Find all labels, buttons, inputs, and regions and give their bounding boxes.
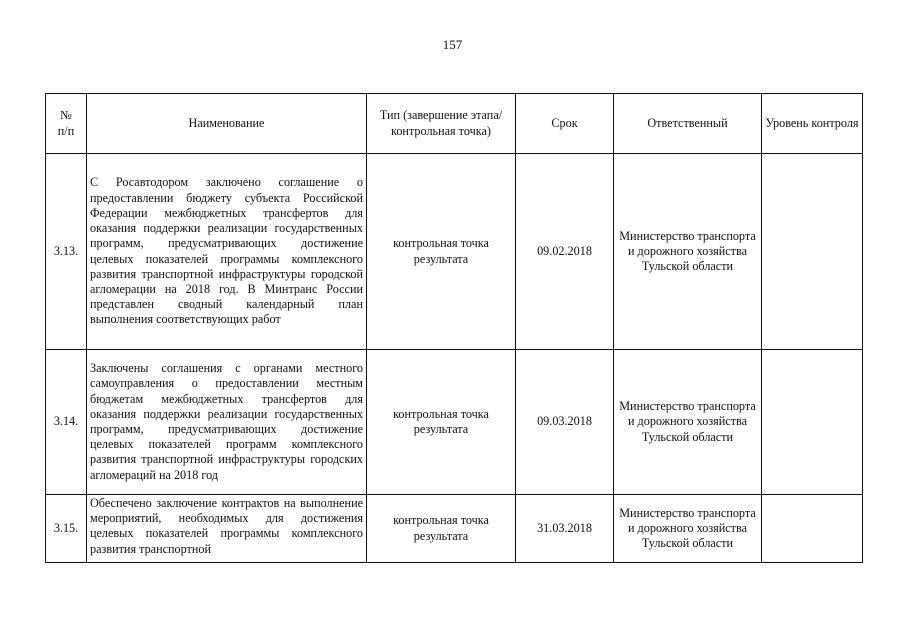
- row-type: контрольная точка результата: [367, 350, 516, 495]
- row-num: 3.14.: [46, 350, 87, 495]
- row-term: 09.02.2018: [516, 154, 614, 350]
- row-term: 31.03.2018: [516, 495, 614, 563]
- row-name: С Росавтодором заключено соглашение о предоставлении бюджету субъекта Российской Федерации межбюджетных трансфертов для оказания поддержки реализации государственных программ, предусматривающих достижение целевых показателей программы комплексного развития транспортной инфраструктуры городской агломерации на 2018 год. В Минтранс России представлен сводный календарный план выполнения соответствующих работ: [87, 154, 367, 350]
- header-name: Наименование: [87, 94, 367, 154]
- row-name: Заключены соглашения с органами местного самоуправления о предоставлении местным бюджетам межбюджетных трансфертов для оказания поддержки реализации государственных программ, предусматривающих достижение целевых показателей программ комплексного развития транспортной инфраструктуры городских агломераций на 2018 год: [87, 350, 367, 495]
- table-row: [46, 154, 863, 350]
- row-term: 09.03.2018: [516, 350, 614, 495]
- header-level: Уровень контроля: [762, 94, 863, 154]
- row-num: 3.15.: [46, 495, 87, 563]
- row-type: контрольная точка результата: [367, 154, 516, 350]
- row-name: Обеспечено заключение контрактов на выполнение мероприятий, необходимых для достижения целевых показателей программы комплексного развития транспортной: [87, 495, 367, 563]
- table-row: [46, 350, 863, 495]
- control-points-table: [45, 93, 863, 563]
- header-term: Срок: [516, 94, 614, 154]
- row-responsible: Министерство транспорта и дорожного хозяйства Тульской области: [614, 154, 762, 350]
- header-num: № п/п: [46, 94, 87, 154]
- row-num: 3.13.: [46, 154, 87, 350]
- page-number: 157: [442, 37, 463, 52]
- row-type: контрольная точка результата: [367, 495, 516, 563]
- row-level: [762, 350, 863, 495]
- header-responsible: Ответственный: [614, 94, 762, 154]
- row-responsible: Министерство транспорта и дорожного хозяйства Тульской области: [614, 495, 762, 563]
- row-level: [762, 495, 863, 563]
- table-row: [46, 495, 863, 563]
- row-level: [762, 154, 863, 350]
- table-header-row: [46, 94, 863, 154]
- row-responsible: Министерство транспорта и дорожного хозяйства Тульской области: [614, 350, 762, 495]
- header-type: Тип (завершение этапа/контрольная точка): [367, 94, 516, 154]
